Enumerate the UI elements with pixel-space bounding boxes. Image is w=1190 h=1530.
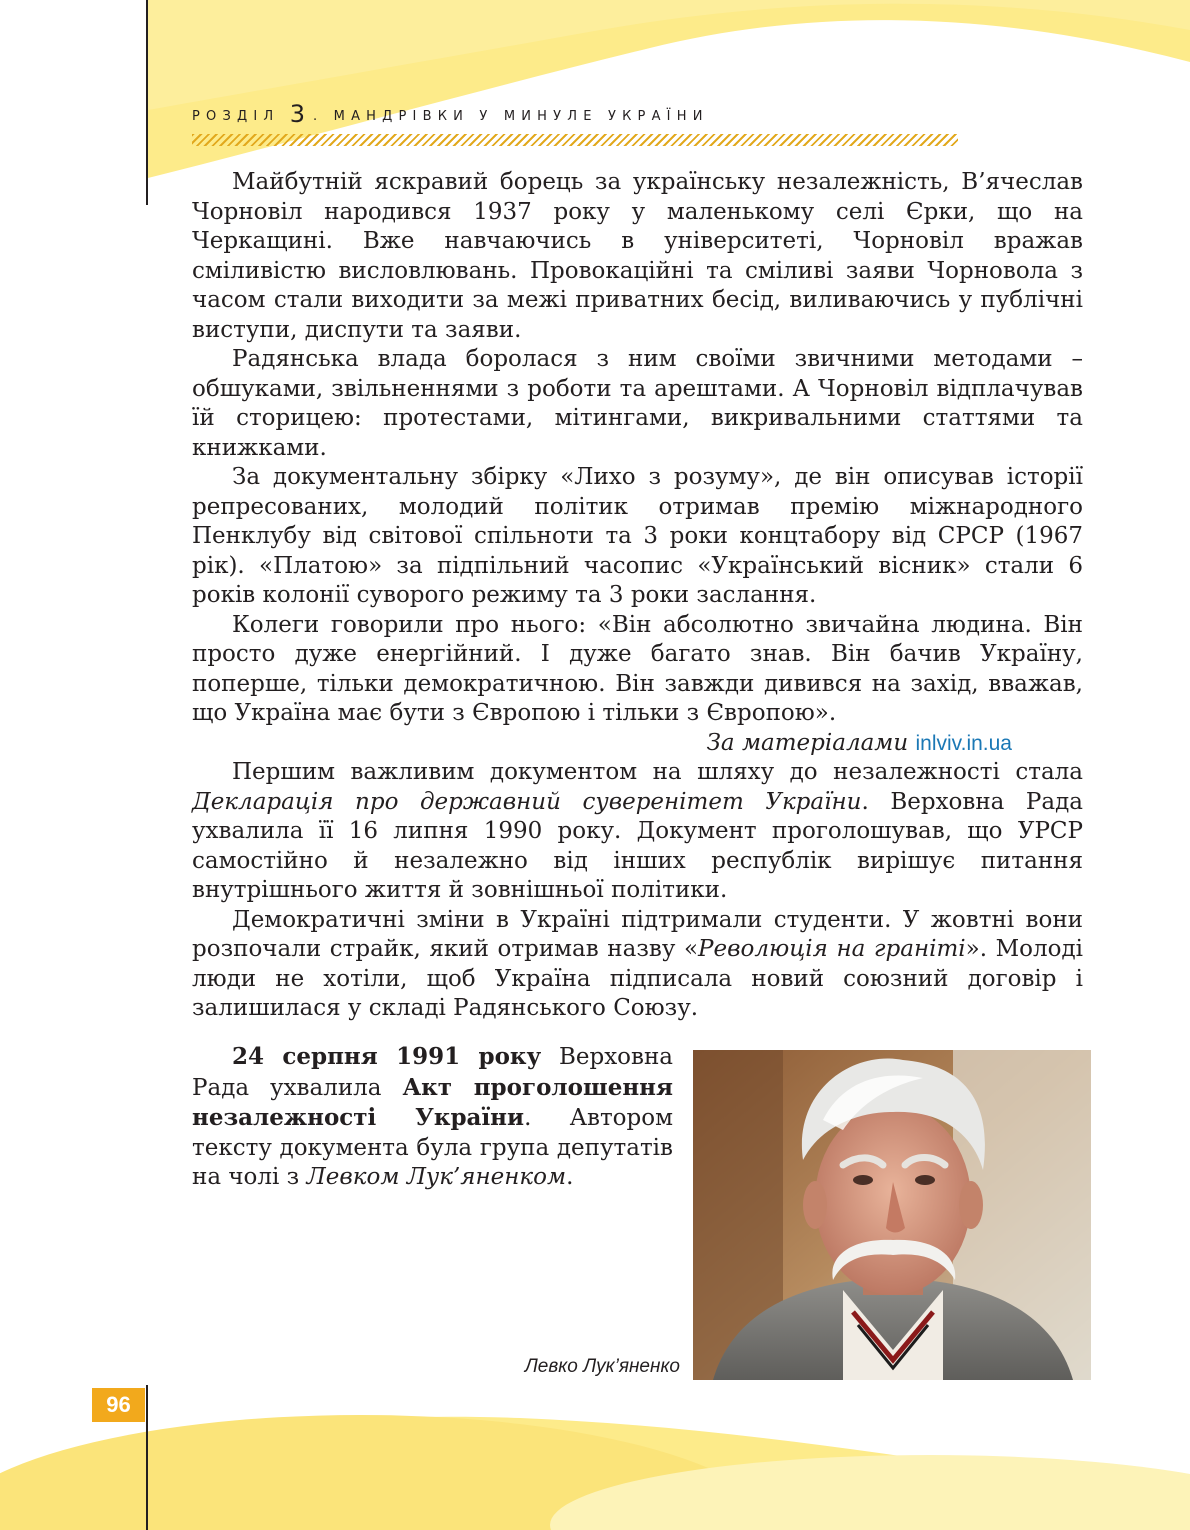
source-link[interactable]: inlviv.in.ua bbox=[915, 731, 1012, 755]
paragraph-2: Радянська влада боролася з ним своїми звичними методами – обшуками, звільненнями з роботи та арештами. А Чорновіл відплачував їй сторицею: протестами, мітингами, викривальними статтями та книжками. bbox=[192, 346, 1083, 461]
header-hatch-divider bbox=[192, 134, 958, 146]
p6-italic: Революція на граніті bbox=[698, 936, 966, 962]
p7-text2: . Автором тексту документа була група депутатів на чолі з bbox=[192, 1105, 673, 1190]
top-margin-line bbox=[146, 0, 148, 205]
page-number-badge: 96 bbox=[92, 1388, 145, 1422]
source-label: За матеріалами bbox=[706, 729, 909, 756]
portrait-photo bbox=[693, 1050, 1091, 1380]
p7-author: Левком Лук’яненком bbox=[306, 1164, 567, 1190]
independence-text bbox=[192, 1042, 673, 1193]
photo-caption: Левко Лук’яненко bbox=[524, 1356, 680, 1377]
source-line bbox=[192, 729, 1083, 759]
p7-text1: Верховна Рада ухвалила bbox=[192, 1044, 674, 1101]
paragraph-6 bbox=[192, 906, 1083, 1024]
paragraph-4: Колеги говорили про нього: «Він абсолютно звичайна людина. Він просто дуже енергійний. І дуже багато знав. Він бачив Україну, поперше, тільки демократичною. Він завжди дивився на захід, вважав, що Україна має бути з Європою і тільки з Європою». bbox=[192, 611, 1083, 726]
bottom-margin-line bbox=[146, 1385, 148, 1530]
p7-act: Акт проголошення незалежності України bbox=[192, 1073, 673, 1131]
paragraph-1: Майбутній яскравий борець за українську незалежність, В’ячеслав Чорновіл народився 1937 року у маленькому селі Єрки, що на Черкащині. Вже навчаючись в університеті, Чорновіл вражав сміливістю висловлювань. Провокаційні та сміливі заяви Чорновола з часом стали виходити за межі приватних бесід, виливаючись у публічні виступи, диспути та заяви. bbox=[192, 169, 1083, 343]
p6-start: Демократичні зміни в Україні підтримали студенти. У жовтні вони розпочали страйк, який отримав назву « bbox=[192, 906, 1083, 962]
p5-end: . Верховна Рада ухвалила її 16 липня 1990 року. Документ проголошував, що УРСР самостійно й незалежно від інших республік вирішує питання внутрішнього життя й зовнішньої політики. bbox=[192, 788, 1083, 903]
p7-end: . bbox=[566, 1164, 574, 1190]
portrait-illustration bbox=[693, 1050, 1091, 1380]
p5-start: Першим важливим документом на шляху до незалежності стала bbox=[232, 759, 1083, 785]
paragraph-5 bbox=[192, 758, 1083, 906]
p5-italic: Декларація про державний суверенітет України bbox=[192, 788, 862, 815]
paragraph-3: За документальну збірку «Лихо з розуму», де він описував історії репресованих, молодий політик отримав премію міжнародного Пенклубу від світової спільноти та 3 роки концтабору від СРСР (1967 рік). «Платою» за підпільний часопис «Український вісник» стали 6 років колонії суворого режиму та 3 роки заслання. bbox=[192, 464, 1083, 608]
section-number: 3 bbox=[289, 100, 307, 128]
paragraph-7 bbox=[192, 1042, 673, 1193]
section-title: . МАНДРІВКИ У МИНУЛЕ УКРАЇНИ bbox=[313, 109, 709, 124]
section-header bbox=[192, 100, 709, 131]
main-text bbox=[192, 168, 1083, 1024]
section-word: РОЗДІЛ bbox=[192, 109, 280, 124]
p7-date: 24 серпня 1991 року bbox=[232, 1043, 542, 1070]
p6-end: ». Молоді люди не хотіли, щоб Україна підписала новий союзний договір і залишилася у складі Радянського Союзу. bbox=[192, 936, 1084, 1021]
